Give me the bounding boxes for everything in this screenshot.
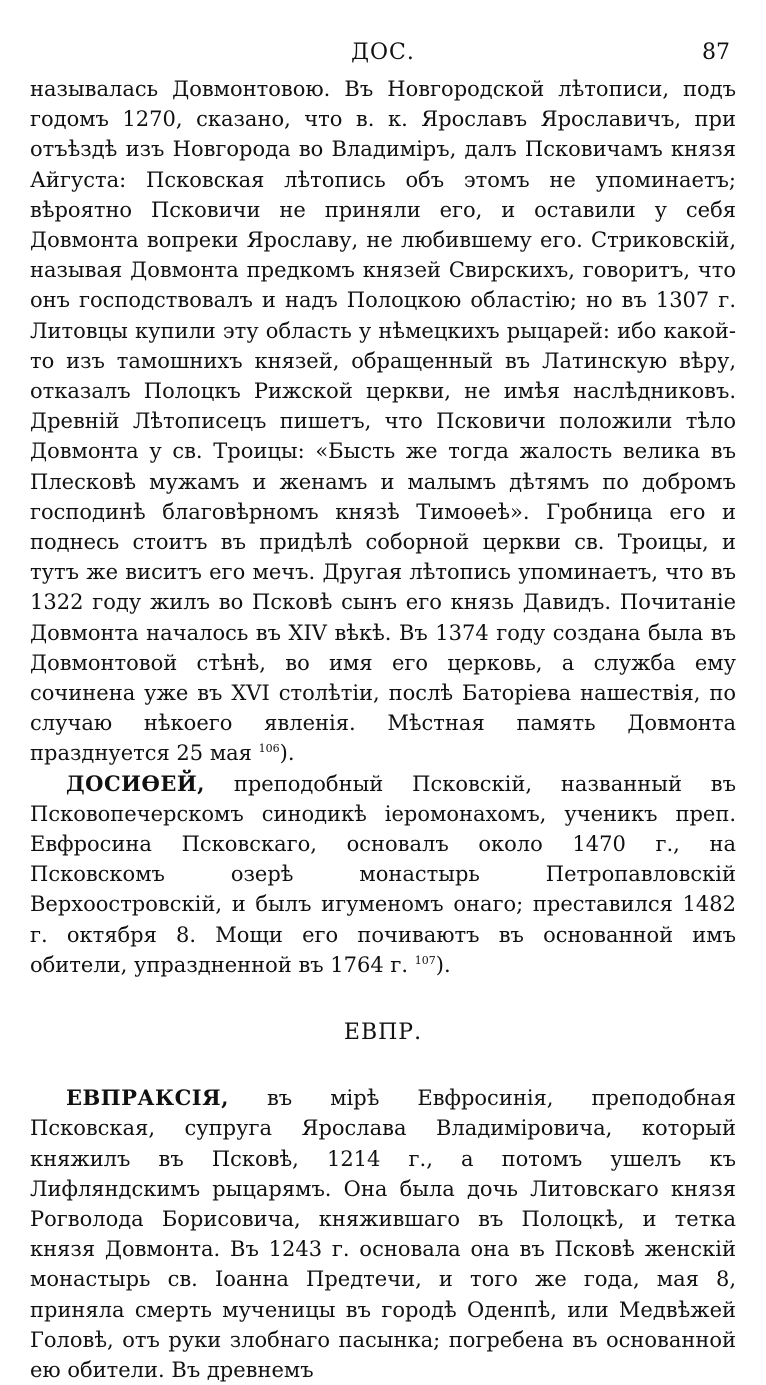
page-number: 87 [702,40,730,65]
entry-dosifei-text: преподобный Псковскій, названный въ Псковопечерскомъ синодикѣ іеромонахомъ, ученикъ преп. Евфросина Псковскаго, основалъ около 1470 г., на Псковскомъ озерѣ монастырь Петропавловскій Верхоостровскій, и былъ игуменомъ онаго; преставился 1482 г. октября 8. Мощи его почиваютъ въ основанной имъ обители, упраздненной въ 1764 г. [30,771,736,977]
footnote-close: ). [279,741,295,766]
headword-dosifei: ДОСИѲЕЙ, [66,770,205,796]
footnote-close: ). [435,952,451,977]
entry-evpraksia-text: въ мірѣ Евфросинія, преподобная Псковская, супруга Ярослава Владиміровича, который княжилъ въ Псковѣ, 1214 г., а потомъ ушелъ къ Лифляндскимъ рыцарямъ. Она была дочь Литовскаго князя Рогволода Борисовича, княжившаго въ Полоцкѣ, и тетка князя Довмонта. Въ 1243 г. основала она въ Псковѣ женскій монастырь св. Іоанна Предтечи, и того же года, мая 8, приняла смерть мученицы въ городѣ Оденпѣ, или Медвѣжей Головѣ, отъ руки злобнаго пасынка; погребена въ основанной ею обители. Въ древнемъ [30,1086,736,1382]
page [30,30,736,1385]
footnote-ref-106[interactable]: 106 [258,742,280,756]
running-header [30,30,736,74]
entry-dosifei [30,769,736,980]
section-heading: ЕВПР. [343,1020,423,1046]
footnote-ref-107[interactable]: 107 [414,953,436,967]
entry-evpraksia [30,1083,736,1385]
entry-dovmont-continued [30,74,736,769]
running-title: ДОС. [351,40,415,65]
headword-evpraksia: ЕВПРАКСІЯ, [66,1085,229,1111]
entry-dovmont-text: называлась Довмонтовою. Въ Новгородской лѣтописи, подъ годомъ 1270, сказано, что в. к. Ярославъ Ярославичъ, при отъѣздѣ изъ Новгорода во Владиміръ, далъ Псковичамъ князя Айгуста: Псковская лѣтопись объ этомъ не упоминаетъ; вѣроятно Псковичи не приняли его, и оставили у себя Довмонта вопреки Ярославу, не любившему его. Стриковскій, называя Довмонта предкомъ князей Свирскихъ, говоритъ, что онъ господствовалъ и надъ Полоцкою областію; но въ 1307 г. Литовцы купили эту область у нѣмецкихъ рыцарей: ибо какой-то изъ тамошнихъ князей, обращенный въ Латинскую вѣру, отказалъ Полоцкъ Рижской церкви, не имѣя наслѣдниковъ. Древній Лѣтописецъ пишетъ, что Псковичи положили тѣло Довмонта у св. Троицы: «Бысть же тогда жалость велика въ Плесковѣ мужамъ и женамъ и малымъ дѣтямъ по добромъ господинѣ благовѣрномъ князѣ Тимоѳеѣ». Гробница его и поднесь стоитъ въ придѣлѣ соборной церкви св. Троицы, и тутъ же виситъ его мечъ. Другая лѣтопись упоминаетъ, что въ 1322 году жилъ во Псковѣ сынъ его князь Давидъ. Почитаніе Довмонта началось въ XIV вѣкѣ. Въ 1374 году создана была въ Довмонтовой стѣнѣ, во имя его церковь, а служба ему сочинена уже въ XVI столѣтіи, послѣ Баторіева нашествія, по случаю нѣкоего явленія. Мѣстная память Довмонта празднуется 25 мая [30,77,736,766]
